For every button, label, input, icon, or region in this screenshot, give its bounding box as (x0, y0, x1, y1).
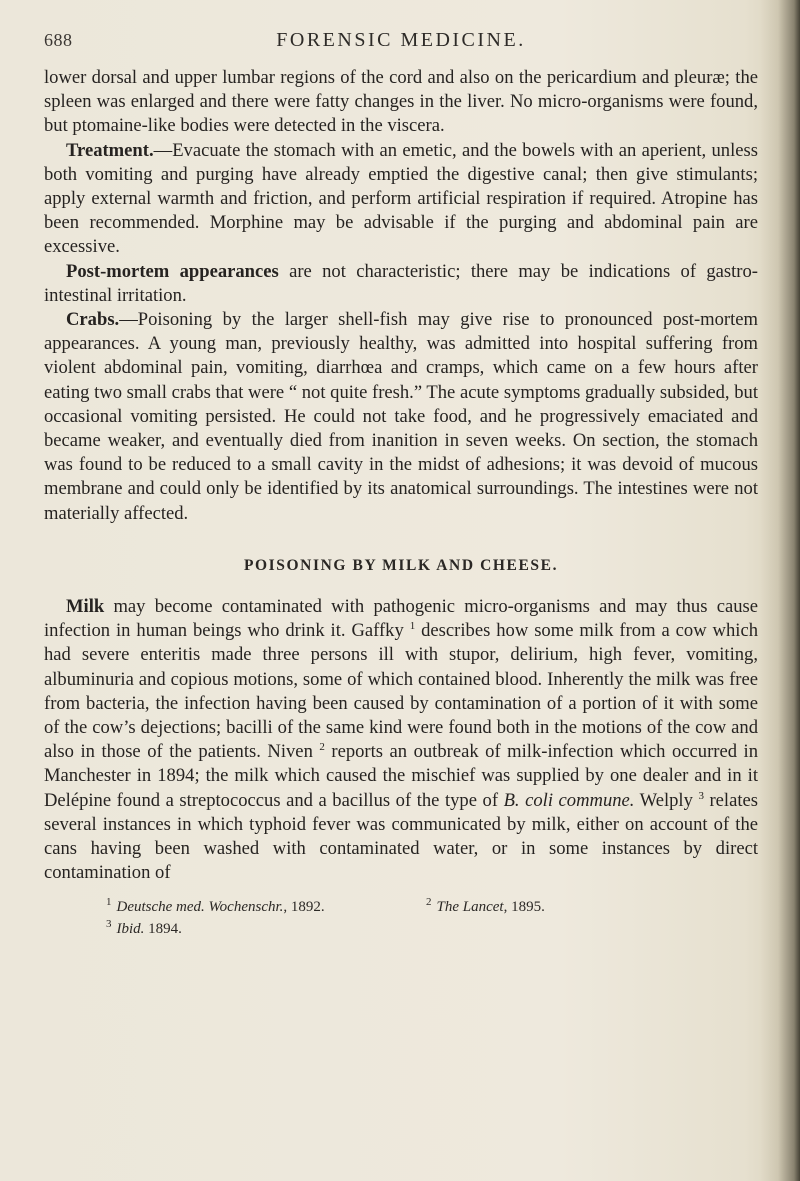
species-name: B. coli commune. (503, 789, 635, 811)
footnote-year: , 1892. (283, 898, 325, 915)
paragraph-text: are not characteristic; there may be indications of gastro-intestinal irritation. (44, 260, 758, 306)
footnote-source: The Lancet (436, 898, 504, 915)
footnote-source: Deutsche med. Wochenschr. (116, 898, 284, 915)
paragraph-treatment (44, 139, 758, 260)
footnote-1 (106, 894, 426, 916)
section-heading: POISONING BY MILK AND CHEESE. (243, 556, 559, 574)
footnote-number: 3 (106, 917, 112, 930)
paragraph-post-mortem (44, 260, 758, 308)
footnote-number: 2 (426, 895, 432, 908)
paragraph-text: relates several instances in which typhoid fever was communicated by milk, either on account of the cans having been washed with contaminated water, or in some instances by direct contamination of (44, 789, 758, 884)
footnote-ref: 3 (698, 789, 704, 802)
paragraph-text: —Poisoning by the larger shell-fish may give rise to pronounced post-mortem appearances. A young man, previously healthy, was admitted into hospital suffering from violent abdominal pain, vomiting, diarrhœa and cramps, which came on a few hours after eating two small crabs that were “ not quite fresh.” The acute symptoms gradually subsided, but occasional vomiting persisted. He could not take food, and he progressively emaciated and became weaker, and eventually died from inanition in seven weeks. On section, the stomach was found to be reduced to a small cavity in the midst of adhesions; it was devoid of mucous membrane and could only be identified by its anatomical surroundings. The intestines were not materially affected. (44, 309, 758, 524)
footnote-2 (426, 894, 746, 916)
footnote-year: , 1895. (503, 898, 545, 915)
paragraph-crabs (44, 308, 758, 526)
footnote-ref: 2 (319, 741, 325, 754)
paragraph-lead: Post-mortem appearances (66, 260, 279, 282)
footnotes (44, 894, 758, 938)
paragraph-milk (44, 595, 758, 885)
paragraph-lead: Milk (66, 596, 105, 618)
paragraph-lead: Treatment. (66, 139, 154, 161)
binding-shadow (760, 0, 800, 1181)
page-number: 688 (44, 30, 73, 50)
paragraph-text: Welply (634, 789, 699, 811)
paragraph-lead: Crabs. (66, 309, 120, 331)
running-head: FORENSIC MEDICINE. (276, 29, 526, 51)
footnote-3 (44, 916, 758, 938)
footnote-source: Ibid. (116, 920, 145, 937)
footnote-year: 1894. (144, 920, 182, 937)
footnote-row (44, 894, 758, 916)
paragraph-text: lower dorsal and upper lumbar regions of the cord and also on the pericardium and pleuræ; the spleen was enlarged and there were fatty changes in the liver. No micro-organisms were found, but ptomaine-like bodies were detected in the viscera. (44, 67, 758, 137)
footnote-number: 1 (106, 895, 112, 908)
paragraph-text: describes how some milk from a cow which had severe enteritis made three persons ill with stupor, delirium, high fever, vomiting, albuminuria and copious motions, some of which contained blood. Inherently the milk was free from bacteria, the infection having been caused by contamination of a portion of it with some of the cow’s dejections; bacilli of the same kind were found both in the motions of the cow and also in those of the patients. Niven (44, 620, 758, 763)
page-text (44, 28, 758, 938)
footnote-ref: 1 (409, 620, 416, 633)
paragraph-text: reports an outbreak of milk-infection which occurred in Manchester in 1894; the milk which caused the mischief was supplied by one dealer and in it Delépine found a streptococcus and a bacillus of the type of (44, 741, 758, 811)
paragraph-continuation (44, 66, 758, 139)
paragraph-text: may become contaminated with pathogenic micro-organisms and may thus cause infection in human beings who drink it. Gaffky (44, 596, 758, 642)
paragraph-text: —Evacuate the stomach with an emetic, and the bowels with an aperient, unless both vomiting and purging have already emptied the digestive canal; then give stimulants; apply external warmth and friction, and perform artificial respiration if required. Atropine has been recommended. Morphine may be advisable if the purging and abdominal pain are excessive. (44, 139, 758, 258)
page-header (44, 28, 758, 62)
